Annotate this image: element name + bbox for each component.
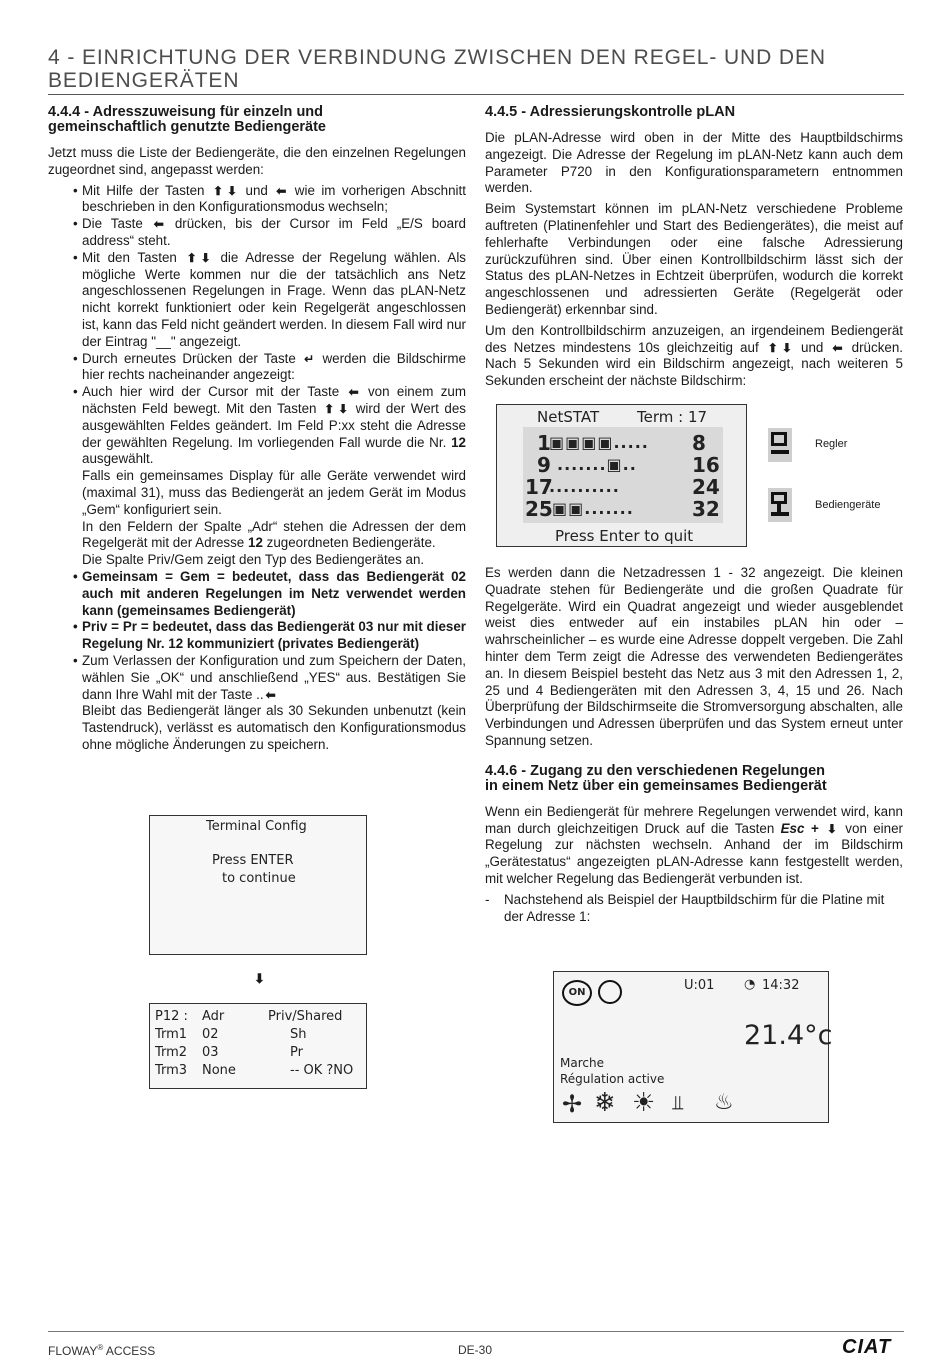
page-title: 4 - EINRICHTUNG DER VERBINDUNG ZWISCHEN DEN REGEL- UND DEN BEDIENGERÄTEN	[48, 46, 826, 92]
enter-icon: ↵	[304, 351, 315, 366]
list-item: • Priv = Pr = bedeutet, dass das Bediengerät 03 nur mit dieser Regelung Nr. 12 kommuniziert (privates Bediengerät)	[48, 619, 466, 653]
arrow-down-icon: ⬇	[826, 821, 837, 836]
arrow-down-icon: ⬇	[254, 971, 265, 986]
dash-item: - Nachstehend als Beispiel der Hauptbildschirm für die Platine mit der Adresse 1:	[485, 892, 903, 926]
paragraph: Die pLAN-Adresse wird oben in der Mitte des Hauptbildschirms angezeigt. Die Adresse der Regelung im pLAN-Netz kann auch dem Parameter P720 in den Konfigurationsparametern entnommen werden.	[485, 130, 903, 196]
legend-regler: Regler	[815, 438, 848, 450]
list-item: • Mit Hilfe der Tasten ⬆ ⬇ und ⬅ wie im vorherigen Abschnitt beschrieben in den Konfigurationsmodus wechseln;	[48, 183, 466, 217]
section-heading-4-4-6: 4.4.6 - Zugang zu den verschiedenen Regelungen in einem Netz über ein gemeinsames Bediengerät	[485, 762, 827, 794]
footer-product: FLOWAY® ACCESS	[48, 1343, 156, 1358]
netstat-screen: NetSTAT Term : 17 1 ▣▣▣▣..... 8 9 .......▣.. 16 17 .......... 24 25 ▣▣....... 32 Press Enter to quit	[496, 404, 747, 547]
boiler-icon: ♨	[714, 1090, 734, 1115]
right-column-lower	[485, 565, 903, 925]
right-column	[485, 105, 903, 394]
netstat-devices-row4: ▣▣.......	[552, 499, 634, 518]
paragraph: Beim Systemstart können im pLAN-Netz verschiedene Probleme auftreten (Platinenfehler und Start des Bediengerätes), die meist auf fehlerhafte Verbindungen oder eine falsche Adressierung zurückzuführen sind. Über einen Kontrollbildschirm lässt sich der Status des pLAN-Netzes in Echtzeit überprüfen, wodurch die korrekt angeschlossenen und adressierten Geräte (Regelgerät oder Bediengerät) erkennbar sind.	[485, 201, 903, 317]
arrow-left-icon: ⬅	[276, 183, 287, 198]
arrow-up-icon: ⬆	[767, 340, 778, 355]
list-item: • Mit den Tasten ⬆ ⬇ die Adresse der Regelung wählen. Als mögliche Werte kommen nur die der tatsächlich ans Netz angeschlossenen Regelungen in Frage. Wenn das pLAN-Netz nicht korrekt funktioniert oder kein Regelgerät angeschlossen ist, kann das Feld nicht geändert werden. In diesem Fall wird nur der Eintrag "__" angezeigt.	[48, 250, 466, 351]
netstat-devices-row1: ▣▣▣▣.....	[549, 433, 649, 452]
arrow-left-icon: ⬅	[348, 385, 359, 400]
snowflake-icon: ❄	[594, 1088, 616, 1118]
on-icon: ON	[562, 980, 592, 1006]
list-item: • Auch hier wird der Cursor mit der Taste ⬅ von einem zum nächsten Feld bewegt. Mit den Tasten ⬆ ⬇ wird der Wert des ausgewählten Feldes geändert. Im Feld P:xx steht die Adresse der gewählten Regelung. Im vorliegenden Fall wurde die Nr. 12 ausgewählt. Falls ein gemeinsames Display für alle Geräte verwendet wird (maximal 31), muss das Bediengerät an jedem Gerät im Modus „Gem“ konfiguriert sein. In den Feldern der Spalte „Adr“ stehen die Adressen der dem Regelgerät mit der Adresse 12 zugeordneten Bediengeräte. Die Spalte Priv/Gem zeigt den Typ des Bediengerätes an.	[48, 384, 466, 569]
paragraph: Um den Kontrollbildschirm anzuzeigen, an irgendeinem Bediengerät des Netzes mindestens 10s gleichzeitig auf ⬆ ⬇ und ⬅ drücken. Nach 5 Sekunden wird ein Bildschirm angezeigt, nach weiteren 5 Sekunden erscheint der nächste Bildschirm:	[485, 322, 903, 389]
arrow-up-icon: ⬆	[212, 183, 224, 198]
netstat-devices-row3: ..........	[549, 477, 620, 496]
controller-legend-icon	[768, 428, 792, 462]
clock-schedule-icon	[598, 980, 622, 1004]
instruction-list	[48, 183, 466, 754]
page-number: DE-30	[458, 1343, 493, 1357]
pump-icon: ⫫	[672, 1090, 684, 1114]
arrow-up-icon: ⬆	[186, 250, 197, 265]
intro-paragraph: Jetzt muss die Liste der Bediengeräte, die den einzelnen Regelungen zugeordnet sind, angepasst werden:	[48, 145, 466, 177]
section-heading-4-4-4: 4.4.4 - Adresszuweisung für einzeln und gemeinschaftlich genutzte Bediengeräte	[48, 104, 326, 135]
legend-bediengeraete: Bediengeräte	[815, 499, 881, 511]
terminal-legend-icon	[768, 488, 792, 522]
footer-divider	[48, 1331, 904, 1332]
terminal-config-screen: Terminal Config Press ENTER to continue	[149, 815, 367, 955]
arrow-left-icon: ⬅	[832, 340, 843, 355]
section-heading-4-4-5: 4.4.5 - Adressierungskontrolle pLAN	[485, 104, 736, 120]
arrow-down-icon: ⬇	[338, 401, 349, 416]
terminal-address-screen: P12 : Adr Priv/Shared Trm1 02 Sh Trm2 03 Pr Trm3 None -- OK ?NO	[149, 1003, 367, 1089]
left-column	[48, 105, 466, 754]
arrow-left-icon: ⬅	[265, 687, 276, 702]
fan-icon: ✢	[562, 1090, 583, 1118]
title-divider	[48, 94, 904, 95]
sun-icon: ☀	[632, 1088, 656, 1118]
arrow-up-icon: ⬆	[324, 401, 335, 416]
list-item: • Zum Verlassen der Konfiguration und zum Speichern der Daten, wählen Sie „OK“ und anschließend „YES“ aus. Bestätigen Sie dann Ihre Wahl mit der Taste .. ⬅ Bleibt das Bediengerät länger als 30 Sekunden unbenutzt (kein Tastendruck), verlässt es automatisch den Konfigurationsmodus ohne mögliche Änderungen zu speichern.	[48, 653, 466, 754]
arrow-left-icon: ⬅	[153, 217, 164, 232]
list-item: • Die Taste ⬅ drücken, bis der Cursor im Feld „E/S board address“ steht.	[48, 216, 466, 250]
ciat-logo: CIAT	[842, 1336, 892, 1358]
arrow-down-icon: ⬇	[227, 183, 238, 198]
paragraph: Wenn ein Bediengerät für mehrere Regelungen verwendet wird, kann man durch gleichzeitigen Druck auf die Tasten Esc + ⬇ von einer Regelung zur nächsten wechseln. Anhand der im Bildschirm „Gerätestatus“ angezeigten pLAN-Adresse kann festgestellt werden, mit welcher Regelung das Bediengerät verbunden ist.	[485, 803, 903, 886]
paragraph: Es werden dann die Netzadressen 1 - 32 angezeigt. Die kleinen Quadrate stehen für Bediengeräte und die großen Quadrate für Regelgeräte. Wird ein Quadrat angezeigt und wieder ausgeblendet weist dies entweder auf ein instabiles pLAN hin oder – wahrscheinlicher – es wurde eine Adresse doppelt vergeben. Die Zahl hinter dem Term zeigt die Adresse des verwendeten Bediengerätes an. In diesem Beispiel besteht das Netz aus 3 mit den Adressen 1, 2, 25 und 4 Bediengeräten mit den Adressen 3, 4, 15 und 26. Nach Überprüfung der Bildschirmseite die Stromversorgung abschalten, alle Verbindungen und Adressen überprüfen und das System erneut unter Spannung setzen.	[485, 565, 903, 748]
list-item: • Durch erneutes Drücken der Taste ↵ werden die Bildschirme hier rechts nacheinander angezeigt:	[48, 351, 466, 385]
clock-icon: ◔	[744, 977, 756, 992]
arrow-down-icon: ⬇	[781, 340, 792, 355]
arrow-down-icon: ⬇	[200, 250, 211, 265]
list-item: • Gemeinsam = Gem = bedeutet, dass das Bediengerät 02 auch mit anderen Regelungen im Netz verwendet werden kann (gemeinsames Bediengerät)	[48, 569, 466, 619]
netstat-devices-row2: .......▣..	[557, 455, 637, 474]
main-screen: ON U:01 ◔ 14:32 21.4°c Marche Régulation active ✢ ❄ ☀ ⫫ ♨	[553, 971, 829, 1123]
